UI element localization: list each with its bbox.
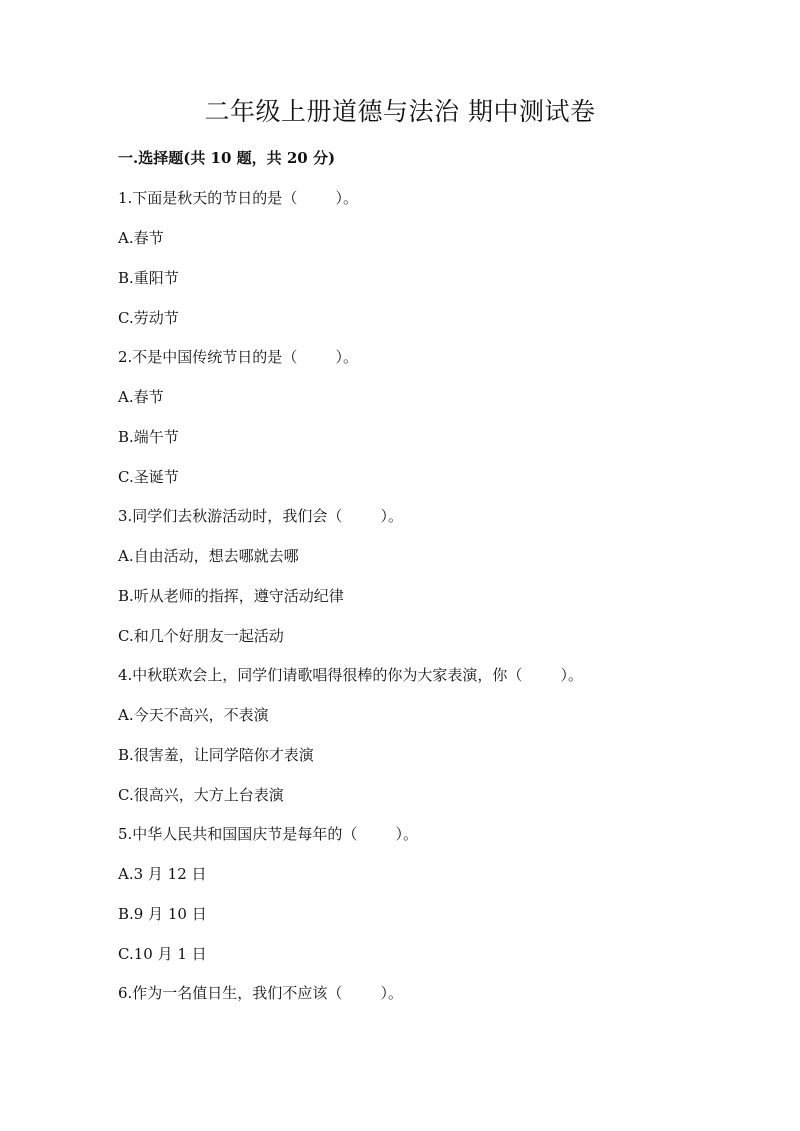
section-heading: 一.选择题(共 10 题，共 20 分) xyxy=(118,149,336,167)
question-5-option-b: B.9 月 10 日 xyxy=(118,905,207,923)
question-stem-1: 1.下面是秋天的节日的是（ ）。 xyxy=(118,189,358,207)
question-3-option-b: B.听从老师的指挥，遵守活动纪律 xyxy=(118,587,344,605)
exam-title: 二年级上册道德与法治 期中测试卷 xyxy=(204,97,596,126)
question-stem-5: 5.中华人民共和国国庆节是每年的（ ）。 xyxy=(118,825,418,843)
question-3-option-c: C.和几个好朋友一起活动 xyxy=(118,627,284,645)
question-1-option-a: A.春节 xyxy=(118,229,164,247)
question-2-option-a: A.春节 xyxy=(118,388,164,406)
question-stem-2: 2.不是中国传统节日的是（ ）。 xyxy=(118,348,358,366)
question-stem-4: 4.中秋联欢会上，同学们请歌唱得很棒的你为大家表演，你（ ）。 xyxy=(118,666,583,684)
question-4-option-a: A.今天不高兴，不表演 xyxy=(118,706,269,724)
question-4-option-b: B.很害羞，让同学陪你才表演 xyxy=(118,746,314,764)
question-1-option-c: C.劳动节 xyxy=(118,309,179,327)
question-stem-6: 6.作为一名值日生，我们不应该（ ）。 xyxy=(118,984,403,1002)
question-5-option-a: A.3 月 12 日 xyxy=(118,865,207,883)
question-1-option-b: B.重阳节 xyxy=(118,269,179,287)
question-5-option-c: C.10 月 1 日 xyxy=(118,945,207,963)
question-2-option-b: B.端午节 xyxy=(118,428,179,446)
question-stem-3: 3.同学们去秋游活动时，我们会（ ）。 xyxy=(118,507,403,525)
question-2-option-c: C.圣诞节 xyxy=(118,468,179,486)
question-3-option-a: A.自由活动，想去哪就去哪 xyxy=(118,547,299,565)
question-4-option-c: C.很高兴，大方上台表演 xyxy=(118,786,284,804)
